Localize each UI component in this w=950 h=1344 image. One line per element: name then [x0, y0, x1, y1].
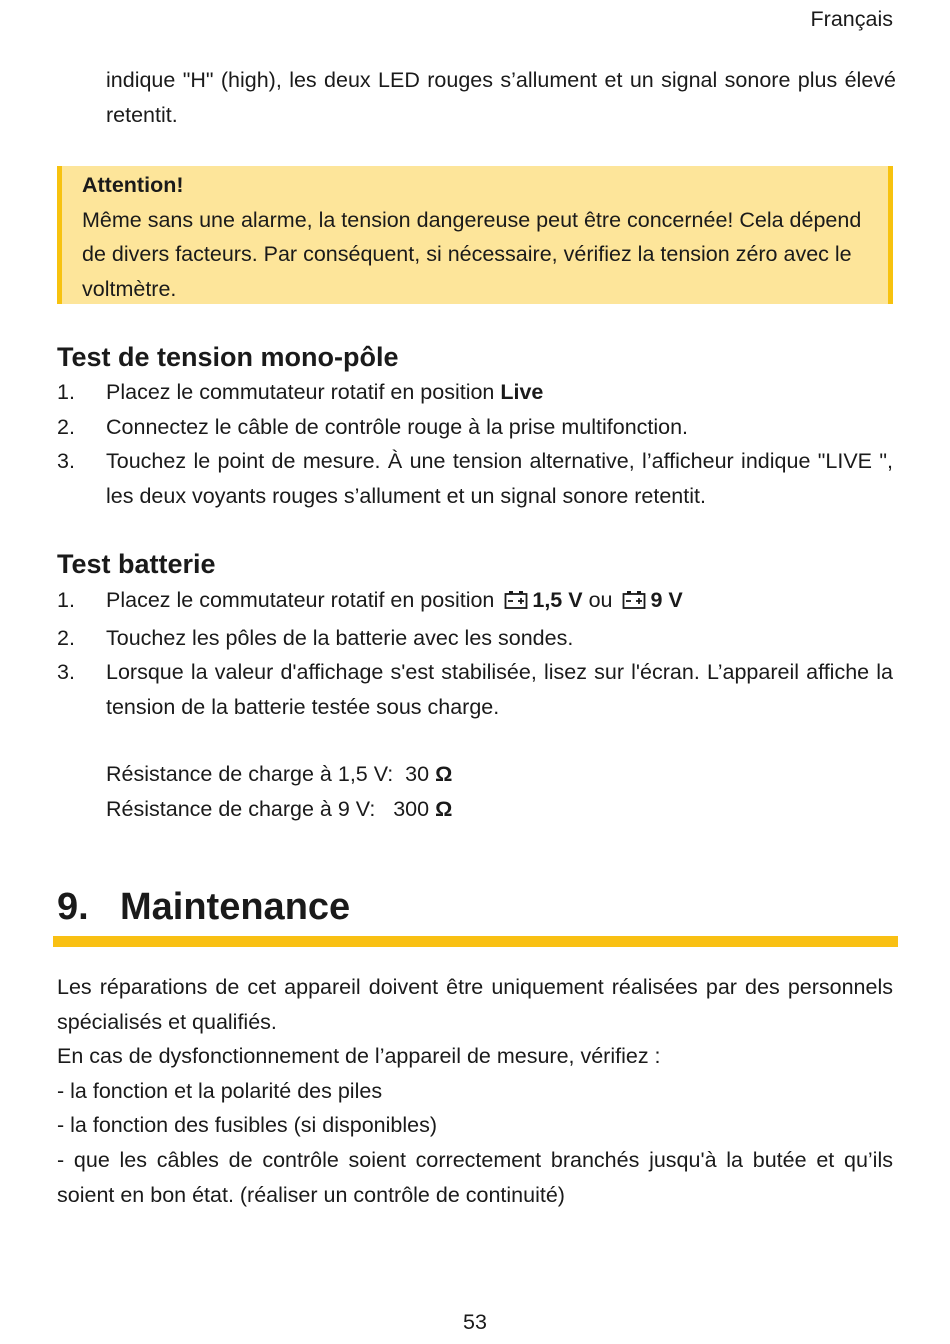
list-item [57, 583, 893, 621]
attention-body: Même sans une alarme, la tension dangereuse peut être concernée! Cela dépend de divers facteurs. Par conséquent, si nécessaire, vérifiez la tension zéro avec le voltmètre. [82, 207, 862, 301]
list-item [57, 655, 893, 724]
maintenance-body [57, 970, 893, 1212]
resistance-row [106, 757, 452, 792]
resistance-list [106, 757, 452, 826]
ohm-unit: Ω [435, 762, 453, 786]
resistance-label: Résistance de charge à 1,5 V: 30 [106, 762, 436, 786]
list-item [57, 444, 893, 513]
attention-box [57, 166, 893, 304]
voltage-9: 9 V [650, 588, 683, 612]
mono-pole-heading: Test de tension mono-pôle [57, 342, 399, 372]
language-label: Français [810, 7, 893, 31]
step-text: Touchez le point de mesure. À une tension alternative, l’afficheur indique "LIVE ", les deux voyants rouges s’allument et un signal sonore retentit. [106, 449, 893, 508]
page-number: 53 [463, 1310, 487, 1334]
maintenance-line: En cas de dysfonctionnement de l’appareil de mesure, vérifiez : [57, 1044, 661, 1069]
step-text: Connectez le câble de contrôle rouge à la prise multifonction. [106, 414, 689, 439]
attention-title: Attention! [82, 173, 184, 197]
maintenance-line: - la fonction des fusibles (si disponibles) [57, 1113, 438, 1138]
step-number: 1. [57, 380, 75, 404]
mono-pole-steps [57, 375, 893, 513]
resistance-row [106, 792, 452, 827]
battery-heading: Test batterie [57, 549, 216, 579]
maintenance-line: - que les câbles de contrôle soient correctement branchés jusqu'à la butée et qu’ils soient en bon état. (réaliser un contrôle de continuité) [57, 1147, 893, 1207]
list-item [57, 621, 893, 656]
step-number: 1. [57, 588, 75, 612]
section-rule [53, 936, 898, 947]
list-item [57, 375, 893, 410]
battery-steps [57, 583, 893, 724]
maintenance-line: - la fonction et la polarité des piles [57, 1078, 383, 1103]
step-text: Touchez les pôles de la batterie avec les sondes. [106, 625, 574, 650]
step-bold: Live [500, 380, 544, 404]
section-title-text: Maintenance [120, 886, 351, 928]
battery-icon [504, 586, 528, 621]
section-title [57, 880, 350, 934]
maintenance-paragraph: Les réparations de cet appareil doivent être uniquement réalisées par des personnels spécialisés et qualifiés. [57, 975, 893, 1034]
step-text: Placez le commutateur rotatif en position [106, 588, 495, 612]
step-number: 2. [57, 625, 75, 650]
ohm-unit: Ω [435, 796, 453, 821]
voltage-1-5: 1,5 V [532, 588, 583, 612]
step-number: 3. [57, 449, 75, 474]
step-number: 3. [57, 660, 75, 685]
resistance-label: Résistance de charge à 9 V: 300 [106, 796, 436, 821]
step-number: 2. [57, 414, 75, 439]
connector-word: ou [588, 588, 613, 612]
step-text: Lorsque la valeur d'affichage s'est stabilisée, lisez sur l'écran. L’appareil affiche la tension de la batterie testée sous charge. [106, 660, 893, 719]
step-text: Placez le commutateur rotatif en position [106, 380, 501, 404]
battery-icon [622, 586, 646, 621]
intro-paragraph: indique "H" (high), les deux LED rouges s’allument et un signal sonore plus élevé retentit. [106, 68, 896, 127]
list-item [57, 410, 893, 445]
section-number: 9. [57, 886, 89, 928]
